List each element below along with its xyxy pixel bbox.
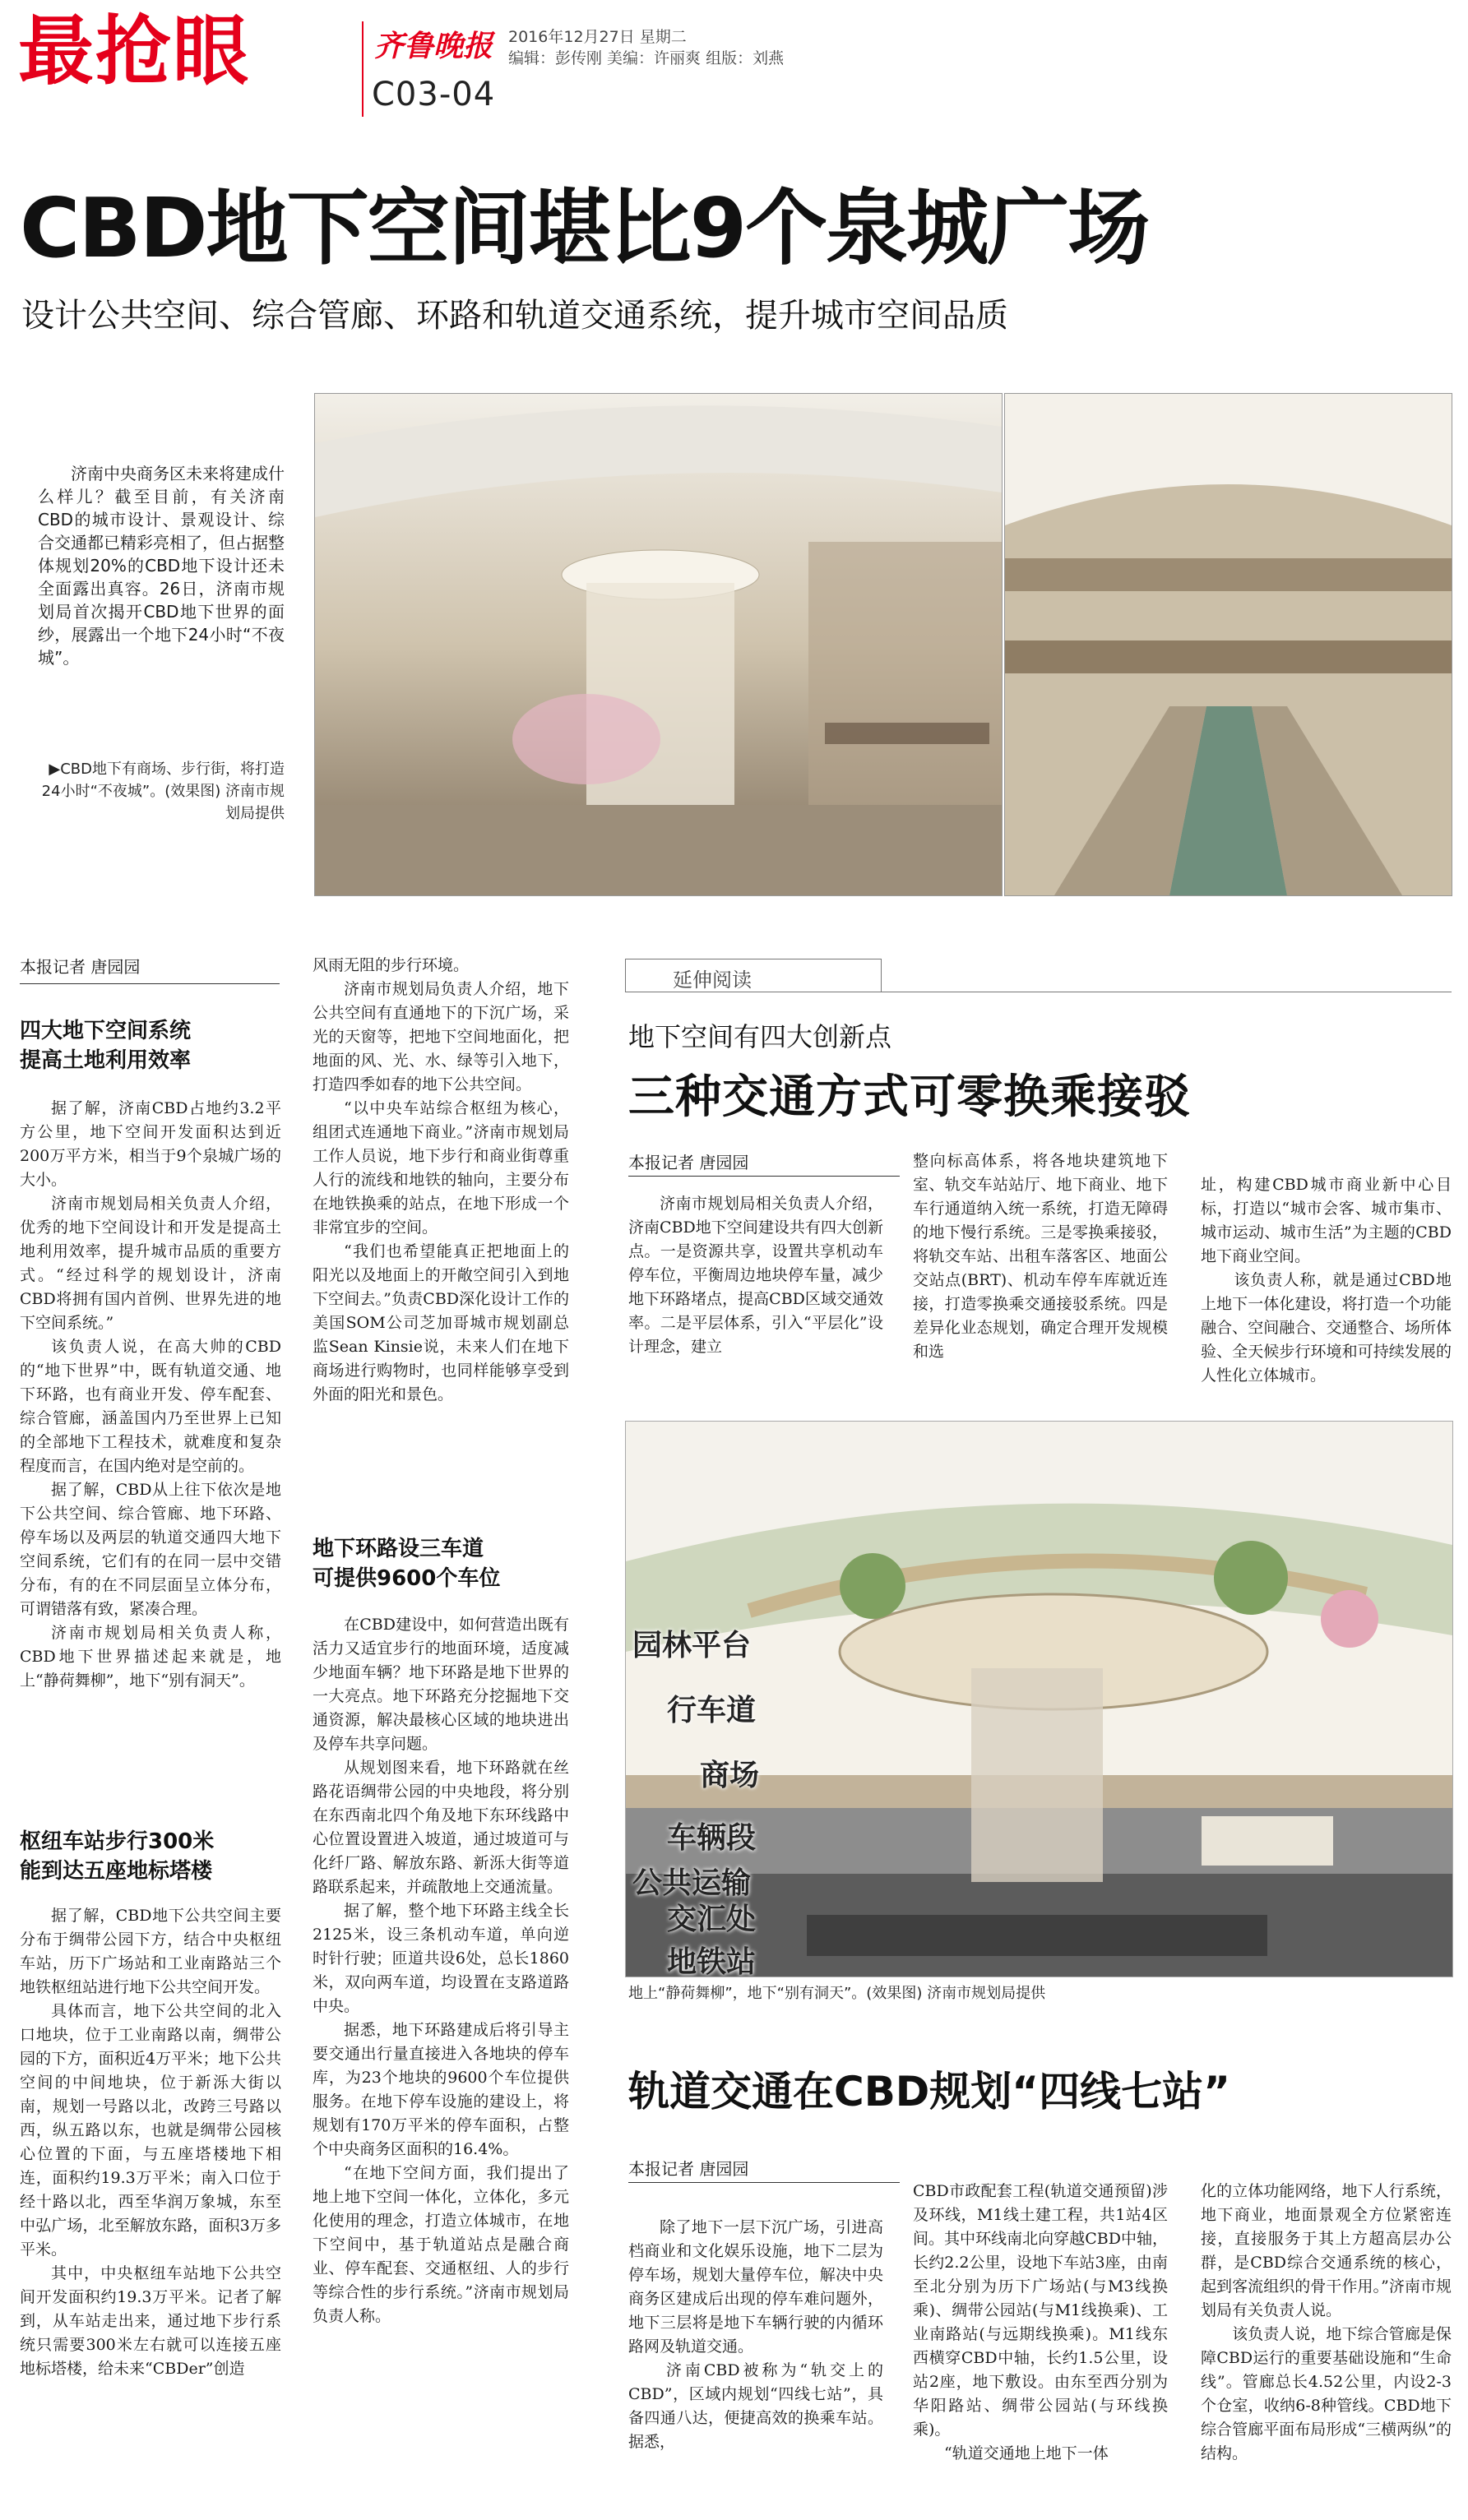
diagram-caption: 地上“静荷舞柳”，地下“别有洞天”。(效果图) 济南市规划局提供 [628, 1985, 1046, 2002]
extended-reading-label: 延伸阅读 [673, 969, 752, 992]
middle-article-part2: 在CBD建设中，如何营造出既有活力又适宜步行的地面环境，适度减少地面车辆？地下环路是地下世界的一大亮点。地下环路充分挖掘地下交通资源，解决最核心区域的地块进出及停车共享问题。 从规划图来看，地下环路就在丝路花语绸带公园的中央地段，将分别在东西南北四个角及地下东环线路中心位置设置进入坡道，通过坡道可与化纤厂路、解放东路、新泺大街等道路联系起来，并疏散地上交通流量。 据了解，整个地下环路主线全长2125米，设三条机动车道，单向逆时针行驶；匝道共设6处，总长1860米，双向两车道，均设置在支路道路中央。 据悉，地下环路建成后将引导主要交通出行量直接进入各地块的停车库，为23个地块的9600个车位提供服务。在地下停车设施的建设上，将规划有170万平米的停车面积，占整个中央商务区面积的16.4%。 “在地下空间方面，我们提出了地上地下空间一体化，立体化，多元化使用的理念，打造立体城市，在地下空间中，基于轨道站点是融合商业、停车配套、交通枢纽、人的步行等综合性的步行系统。”济南市规划局负责人称。 [313, 1616, 569, 2325]
section-title: 最抢眼 [18, 7, 251, 95]
cutaway-diagram [625, 1421, 1453, 1977]
middle-subhead-1: 地下环路设三车道 可提供9600个车位 [313, 1537, 501, 1591]
diagram-label-depot: 车辆段 [667, 1821, 757, 1855]
bottom-col-3: 化的立体功能网络，地下人行系统，地下商业，地面景观全方位紧密连接，直接服务于其上方超高层办公群，是CBD综合交通系统的核心，起到客流组织的骨干作用。”济南市规划局有关负责人说。 该负责人说，地下综合管廊是保障CBD运行的重要基础设施和“生命线”。管廊总长4.52公里，内设2-3个仓室，收纳6-8种管线。CBD地下综合管廊平面布局形成“三横两纵”的结构。 [1201, 2182, 1452, 2462]
diagram-label-garden-platform: 园林平台 [632, 1629, 752, 1662]
page-code: C03-04 [372, 76, 496, 113]
page-headline: CBD地下空间堪比9个泉城广场 [20, 180, 1149, 276]
staff-credits: 编辑：彭传刚 美编：许丽爽 组版：刘燕 [508, 49, 785, 67]
bottom-col-1: 除了地下一层下沉广场，引进高档商业和文化娱乐设施，地下二层为停车场，规划大量停车位，解决中央商务区建成后出现的停车难问题外，地下三层将是地下车辆行驶的内循环路网及轨道交通。 济南CBD被称为“轨交上的CBD”，区域内规划“四线七站”，具备四通八达，便捷高效的换乘车站。据悉， [628, 2218, 883, 2451]
left-subhead-2: 枢纽车站步行300米 能到达五座地标塔楼 [20, 1829, 215, 1884]
page-subheadline: 设计公共空间、综合管廊、环路和轨道交通系统，提升城市空间品质 [21, 297, 1008, 335]
diagram-label-mall: 商场 [700, 1759, 760, 1792]
sidebar-byline: 本报记者 唐园园 [628, 1153, 749, 1172]
left-byline: 本报记者 唐园园 [20, 957, 141, 977]
diagram-label-interchange: 交汇处 [667, 1903, 757, 1936]
left-subhead-1: 四大地下空间系统 提高土地利用效率 [20, 1019, 192, 1073]
sidebar-col-3: 址，构建CBD城市商业新中心目标，打造以“城市会客、城市集市、城市运动、城市生活”为主题的CBD地下商业空间。 该负责人称，就是通过CBD地上地下一体化建设，将打造一个功能融合、空间融合、交通整合、场所体验、全天候步行环境和可持续发展的人性化立体城市。 [1201, 1176, 1452, 1385]
photo-underground-mall-left [314, 393, 1003, 896]
masthead-divider [362, 21, 364, 117]
left-article-part1: 据了解，济南CBD占地约3.2平方公里，地下空间开发面积达到近200万平方米，相当于9个泉城广场的大小。 济南市规划局相关负责人介绍，优秀的地下空间设计和开发是提高土地利用效率，提升城市品质的重要方式。“经过科学的规划设计，济南CBD将拥有国内首例、世界先进的地下空间系统。” 该负责人说，在高大帅的CBD的“地下世界”中，既有轨道交通、地下环路，也有商业开发、停车配套、综合管廊，涵盖国内乃至世界上已知的全部地下工程技术，就难度和复杂程度而言，在国内绝对是空前的。 据了解，CBD从上往下依次是地下公共空间、综合管廊、地下环路、停车场以及两层的轨道交通四大地下空间系统，它们有的在同一层中交错分布，有的在不同层面呈立体分布，可谓错落有致，紧凑合理。 济南市规划局相关负责人称，CBD地下世界描述起来就是，地上“静荷舞柳”，地下“别有洞天”。 [20, 1099, 281, 1690]
left-rule [20, 983, 280, 984]
sidebar-kicker: 地下空间有四大创新点 [628, 1021, 892, 1052]
diagram-label-metro: 地铁站 [667, 1945, 757, 1977]
bottom-byline-rule [628, 2182, 900, 2183]
middle-article-part1: 风雨无阻的步行环境。 济南市规划局负责人介绍，地下公共空间有直通地下的下沉广场，采光的天窗等，把地下空间地面化，把地面的风、光、水、绿等引入地下，打造四季如春的地下公共空间。 “以中央车站综合枢纽为核心，组团式连通地下商业。”济南市规划局工作人员说，地下步行和商业街尊重人行的流线和地铁的轴向，主要分布在地铁换乘的站点，在地下形成一个非常宜步的空间。 “我们也希望能真正把地面上的阳光以及地面上的开敞空间引入到地下空间去。”负责CBD深化设计工作的美国SOM公司芝加哥城市规划副总监Sean Kinsie说，未来人们在地下商场进行购物时，也同样能够享受到外面的阳光和景色。 [313, 956, 569, 1403]
sidebar-col-2: 整向标高体系，将各地块建筑地下室、轨交车站站厅、地下商业、地下车行通道纳入统一系统，打造无障碍的地下慢行系统。三是零换乘接驳，将轨交车站、出租车落客区、地面公交站点(BRT)、机动车停车库就近连接，打造零换乘交通接驳系统。四是差异化业态规划，确定合理开发规模和选 [913, 1152, 1168, 1361]
diagram-label-roadway: 行车道 [667, 1694, 757, 1727]
bottom-article-title: 轨道交通在CBD规划“四线七站” [628, 2068, 1231, 2115]
mall-illustration-left [315, 394, 1002, 895]
photo-caption: ▶CBD地下有商场、步行街，将打造24小时“不夜城”。(效果图) 济南市规划局提供 [41, 761, 285, 822]
sidebar-col-1: 济南市规划局相关负责人介绍，济南CBD地下空间建设共有四大创新点。一是资源共享，设置共享机动车停车位，平衡周边地块停车量，减少地下环路堵点，提高CBD区域交通效率。二是平层体系，引入“平层化”设计理念，建立 [628, 1195, 883, 1356]
intro-text: 济南中央商务区未来将建成什么样儿？截至目前，有关济南CBD的城市设计、景观设计、综合交通都已精彩亮相了，但占据整体规划20%的CBD地下设计还未全面露出真容。26日，济南市规划局首次揭开CBD地下世界的面纱，展露出一个地下24小时“不夜城”。 [38, 464, 285, 668]
sidebar-byline-rule [628, 1176, 900, 1177]
bottom-col-2: CBD市政配套工程(轨道交通预留)涉及环线，M1线土建工程，共1站4区间。其中环线南北向穿越CBD中轴，长约2.2公里，设地下车站3座，由南至北分别为历下广场站(与M3线换乘)、绸带公园站(与M1线换乘)、工业南路站(与远期线换乘)。M1线东西横穿CBD中轴，长约1.5公里，设站2座，地下敷设。由东至西分别为华阳路站、绸带公园站(与环线换乘)。 “轨道交通地上地下一体 [913, 2182, 1168, 2462]
photo-underground-mall-right [1004, 393, 1452, 896]
left-article-part2: 据了解，CBD地下公共空间主要分布于绸带公园下方，结合中央枢纽车站，历下广场站和工业南路站三个地铁枢纽站进行地下公共空间开发。 具体而言，地下公共空间的北入口地块，位于工业南路以南，绸带公园的下方，面积近4万平米；地下公共空间的中间地块，位于新泺大街以南，规划一号路以北，改跨三号路以西，纵五路以东，也就是绸带公园核心位置的下面，与五座塔楼地下相连，面积约19.3万平米；南入口位于经十路以北，西至华润万象城，东至中弘广场，北至解放东路，面积3万多平米。 其中，中央枢纽车站地下公共空间开发面积约19.3万平米。记者了解到，从车站走出来，通过地下步行系统只需要300米左右就可以连接五座地标塔楼，给未来“CBDer”创造 [20, 1907, 281, 2378]
extended-reading-tab [625, 959, 882, 992]
bottom-byline: 本报记者 唐园园 [628, 2159, 749, 2179]
issue-date: 2016年12月27日 星期二 [508, 28, 687, 46]
sidebar-title: 三种交通方式可零换乘接驳 [628, 1070, 1191, 1124]
mall-illustration-right [1005, 394, 1452, 895]
diagram-label-transit: 公共运输 [632, 1866, 752, 1900]
paper-logo: 齐鲁晚报 [374, 29, 493, 63]
